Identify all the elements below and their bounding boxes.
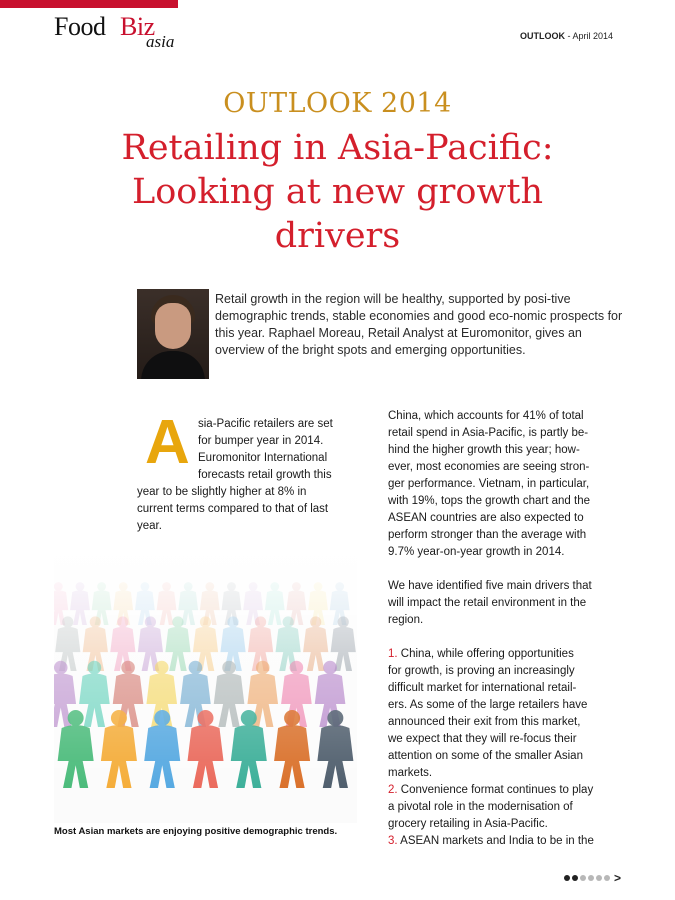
- driver-3-text: ASEAN markets and India to be in the: [397, 835, 594, 847]
- author-portrait: [137, 289, 209, 379]
- running-head: [520, 31, 613, 41]
- body-line: ever, most economies are seeing stron-: [388, 461, 590, 473]
- page-dot[interactable]: [588, 875, 594, 881]
- body-line: announced their exit from this market,: [388, 716, 581, 728]
- driver-1-text: China, while offering opportunities: [397, 648, 574, 660]
- body-line: difficult market for international retail-: [388, 682, 577, 694]
- body-line: perform stronger than the average with: [388, 529, 587, 541]
- logo-food-text: Food: [54, 12, 106, 41]
- body-line: a pivotal role in the modernisation of: [388, 801, 573, 813]
- page-dots[interactable]: [564, 875, 610, 881]
- body-line: We have identified five main drivers that: [388, 580, 592, 592]
- driver-1-line: [388, 646, 628, 663]
- lead-line: forecasts retail growth this: [198, 469, 332, 481]
- logo-asia-text: asia: [146, 32, 175, 51]
- page-dot[interactable]: [596, 875, 602, 881]
- driver-3-line: [388, 833, 628, 850]
- page-dot[interactable]: [564, 875, 570, 881]
- page-indicator[interactable]: [564, 873, 621, 883]
- body-line: ger performance. Vietnam, in particular,: [388, 478, 590, 490]
- running-head-section: OUTLOOK: [519, 31, 565, 41]
- body-line: markets.: [388, 767, 433, 779]
- driver-3-number: 3.: [388, 835, 398, 847]
- next-page-arrow-icon[interactable]: >: [613, 871, 621, 885]
- page-dot[interactable]: [580, 875, 586, 881]
- body-line: hind the higher growth this year; how-: [388, 444, 580, 456]
- crowd-silhouette-illustration: [54, 543, 357, 823]
- body-line: region.: [388, 614, 424, 626]
- article-kicker: OUTLOOK 2014: [223, 88, 452, 119]
- figure-caption: Most Asian markets are enjoying positive demographic trends.: [54, 826, 338, 837]
- body-line: will impact the retail environment in the: [388, 597, 587, 609]
- body-line: grocery retailing in Asia-Pacific.: [388, 818, 548, 830]
- top-accent-bar: [0, 0, 178, 8]
- article-headline: Retailing in Asia-Pacific: Looking at new growth drivers: [121, 128, 554, 256]
- page-dot[interactable]: [604, 875, 610, 881]
- body-line: retail spend in Asia-Pacific, is partly be-: [388, 427, 589, 439]
- body-line: for growth, is proving an increasingly: [388, 665, 575, 677]
- page-dot[interactable]: [572, 875, 578, 881]
- lead-line: year to be slightly higher at 8% in: [137, 486, 307, 498]
- article-intro: Retail growth in the region will be healthy, supported by posi-tive demographic trends, stable economies and good eco-nomic prospects for this year. Raphael Moreau, Retail Analyst at Euromonitor, gives an overview of the bright spots and emerging opportunities.: [215, 292, 623, 357]
- lead-line: Euromonitor International: [198, 452, 328, 464]
- body-line: with 19%, tops the growth chart and the: [388, 495, 591, 507]
- lead-column: [137, 408, 357, 535]
- logo-biz-text: Biz: [120, 12, 155, 41]
- driver-1-number: 1.: [388, 648, 398, 660]
- drop-cap: A: [145, 408, 190, 477]
- body-line: ers. As some of the large retailers have: [388, 699, 588, 711]
- running-head-issue: - April 2014: [564, 31, 613, 41]
- body-line: 9.7% year-on-year growth in 2014.: [388, 546, 565, 558]
- body-line: we expect that they will re-focus their: [388, 733, 577, 745]
- lead-line: year.: [137, 520, 162, 532]
- lead-line: sia-Pacific retailers are set: [198, 418, 333, 430]
- driver-2-text: Convenience format continues to play: [397, 784, 594, 796]
- right-column: [388, 408, 628, 850]
- body-line: ASEAN countries are also expected to: [388, 512, 584, 524]
- driver-2-line: [388, 782, 628, 799]
- body-line: attention on some of the smaller Asian: [388, 750, 583, 762]
- crowd-illustration-graphic: [54, 543, 357, 823]
- lead-line: current terms compared to that of last: [137, 503, 329, 515]
- driver-2-number: 2.: [388, 784, 398, 796]
- lead-line: for bumper year in 2014.: [198, 435, 324, 447]
- body-line: China, which accounts for 41% of total: [388, 410, 584, 422]
